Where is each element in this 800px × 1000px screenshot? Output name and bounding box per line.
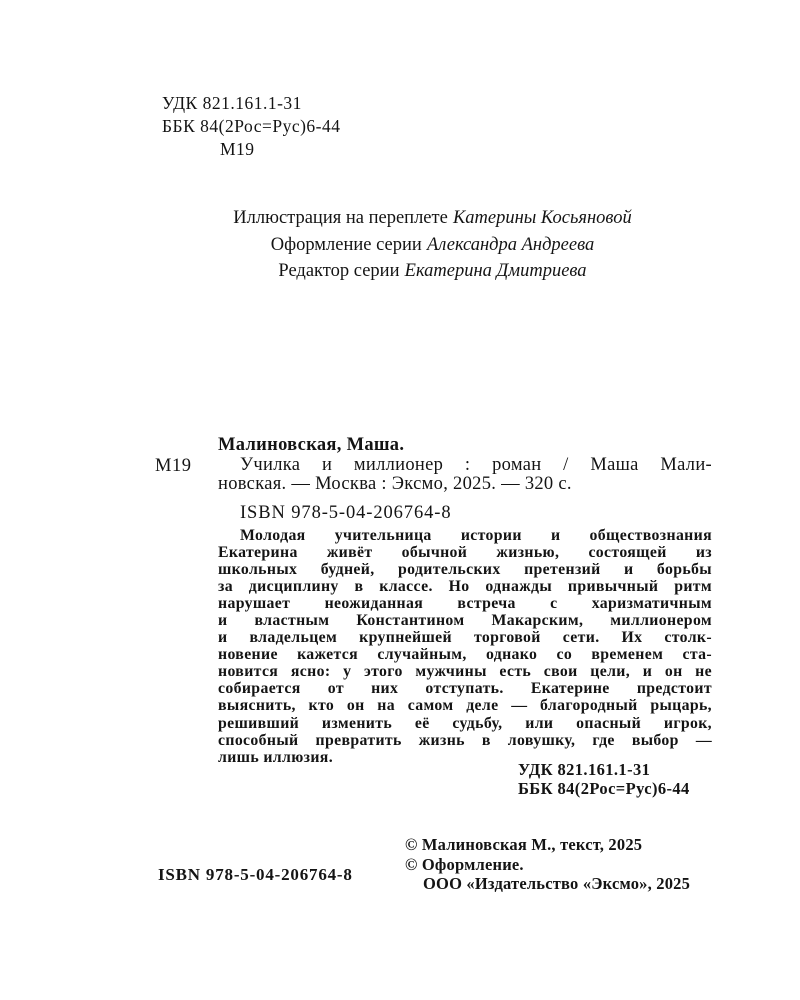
classification-header <box>162 92 341 161</box>
annotation-line: школьных будней, родительских претензий и борьбы <box>218 560 712 578</box>
annotation-line: собирается от них отступать. Екатерине предстоит <box>218 680 712 698</box>
credit-name: Катерины Косьяновой <box>452 208 632 228</box>
credit-role: Оформление серии <box>270 234 422 255</box>
udk-line: УДК 821.161.1-31 <box>162 93 302 113</box>
annotation-line: решивший изменить её судьбу, или опасный игрок, <box>218 714 712 732</box>
author-sign-code: М19 <box>220 139 255 159</box>
bbk-line: ББК 84(2Рос=Рус)6-44 <box>162 116 341 136</box>
annotation-line: способный превратить жизнь в ловушку, где выбор — <box>218 731 712 749</box>
classification-footer <box>518 760 690 798</box>
catalog-entry <box>218 436 712 766</box>
annotation-line: Екатерина живёт обычной жизнью, состоящей из <box>218 543 712 561</box>
copyright-line: © Оформление. <box>405 854 524 874</box>
copyright-line: © Малиновская М., текст, 2025 <box>405 835 643 854</box>
annotation-line: выяснить, кто он на самом деле — благородный рыцарь, <box>218 697 712 715</box>
annotation-line: за дисциплину в классе. Но однажды привычный ритм <box>218 577 712 595</box>
credit-role: Редактор серии <box>278 261 400 281</box>
credit-name: Екатерина Дмитриева <box>404 261 587 281</box>
udk-footer-line: УДК 821.161.1-31 <box>518 760 651 779</box>
copyright-block <box>405 835 690 894</box>
isbn-footer: ISBN 978-5-04-206764-8 <box>158 865 353 884</box>
annotation-line: нарушает неожиданная встреча с харизматичным <box>218 594 712 612</box>
credit-line-series-design <box>165 232 700 259</box>
title-line: новская. — Москва : Эксмо, 2025. — 320 с. <box>218 474 572 494</box>
credits-block <box>165 205 700 285</box>
annotation-line: и властным Константином Макарским, миллионером <box>218 611 712 629</box>
copyright-line: ООО «Издательство «Эксмо», 2025 <box>423 874 691 893</box>
credit-role: Иллюстрация на переплете <box>233 208 448 228</box>
catalog-code: М19 <box>155 456 192 476</box>
isbn-catalog: ISBN 978-5-04-206764-8 <box>240 502 452 523</box>
bbk-footer-line: ББК 84(2Рос=Рус)6-44 <box>518 779 690 798</box>
annotation-line: и владельцем крупнейшей торговой сети. Их столк- <box>218 629 712 647</box>
annotation-line: новится ясно: у этого мужчины есть свои цели, и он не <box>218 663 712 681</box>
annotation-line: лишь иллюзия. <box>218 748 333 766</box>
credit-line-illustration <box>165 205 700 232</box>
annotation-block <box>218 527 712 766</box>
credit-name: Александра Андреева <box>426 234 595 255</box>
annotation-line: Молодая учительница истории и обществознания <box>240 526 712 544</box>
credit-line-series-editor <box>165 258 700 285</box>
author-heading: Малиновская, Маша. <box>218 435 405 455</box>
title-line: Училка и миллионер : роман / Маша Мали- <box>240 454 712 475</box>
annotation-line: новение кажется случайным, однако со временем ста- <box>218 646 712 664</box>
